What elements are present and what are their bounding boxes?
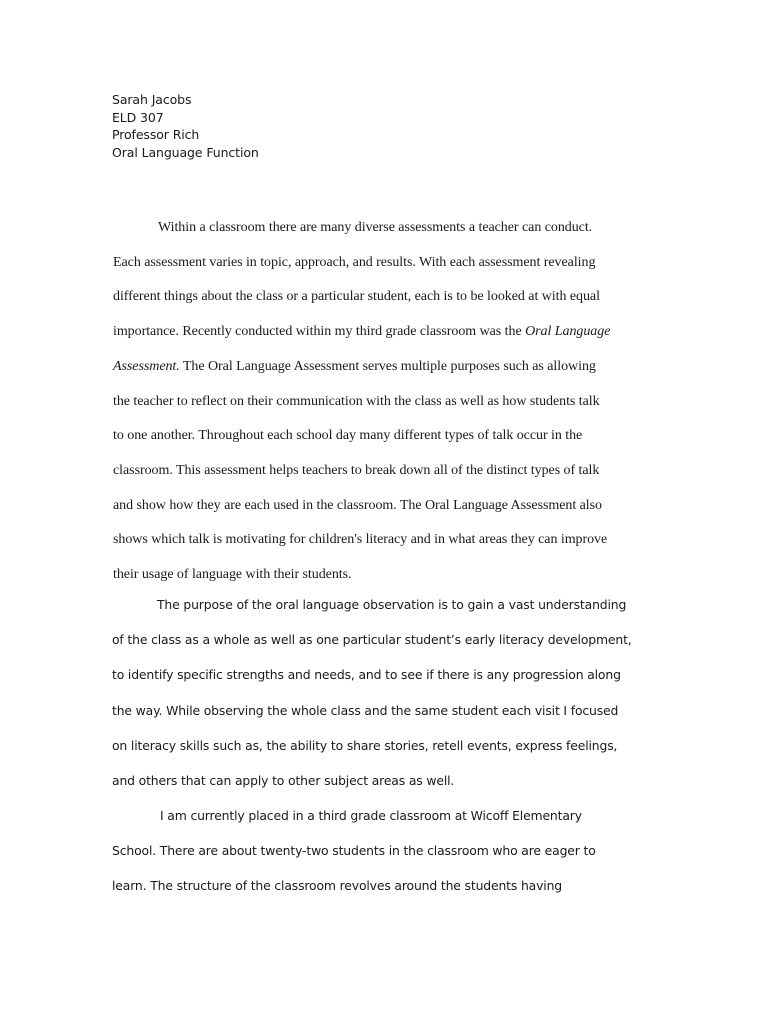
paragraph-1-line: and show how they are each used in the classroom. The Oral Language Assessment also bbox=[113, 497, 602, 513]
paragraph-2-line: of the class as a whole as well as one particular student’s early literacy development, bbox=[112, 632, 632, 648]
professor-name: Professor Rich bbox=[112, 127, 200, 142]
paragraph-1-line bbox=[113, 350, 653, 385]
paragraph-1-line: different things about the class or a particular student, each is to be looked at with equal bbox=[113, 289, 600, 305]
paragraph-3-line: learn. The structure of the classroom revolves around the students having bbox=[112, 878, 563, 894]
paragraph-2-line: on literacy skills such as, the ability to share stories, retell events, express feelings, bbox=[112, 737, 618, 753]
paragraph-1-line: classroom. This assessment helps teachers to break down all of the distinct types of talk bbox=[113, 462, 600, 478]
paragraph-1-text: The Oral Language Assessment serves multiple purposes such as allowing bbox=[179, 358, 596, 374]
paragraph-2-line: and others that can apply to other subject areas as well. bbox=[112, 773, 455, 789]
paragraph-2 bbox=[112, 587, 657, 798]
author-name: Sarah Jacobs bbox=[112, 92, 192, 107]
paragraph-1 bbox=[113, 211, 653, 593]
document-header bbox=[112, 91, 259, 161]
paragraph-1-line: shows which talk is motivating for children's literacy and in what areas they can improve bbox=[113, 532, 608, 548]
paragraph-1-line: to one another. Throughout each school day many different types of talk occur in the bbox=[113, 428, 583, 444]
paragraph-2-line: the way. While observing the whole class and the same student each visit I focused bbox=[112, 702, 619, 718]
paragraph-3-line: I am currently placed in a third grade classroom at Wicoff Elementary bbox=[160, 808, 582, 823]
paragraph-2-line: to identify specific strengths and needs, and to see if there is any progression along bbox=[112, 667, 621, 683]
paragraph-3 bbox=[112, 798, 657, 904]
paragraph-1-text: importance. Recently conducted within my third grade classroom was the bbox=[113, 324, 526, 340]
paragraph-3-line: School. There are about twenty-two students in the classroom who are eager to bbox=[112, 843, 596, 859]
paragraph-1-line: their usage of language with their students. bbox=[113, 567, 352, 583]
paragraph-1-line: Each assessment varies in topic, approach, and results. With each assessment revealing bbox=[113, 254, 596, 270]
paragraph-1-line: the teacher to reflect on their communication with the class as well as how students talk bbox=[113, 393, 600, 409]
paragraph-2-line: The purpose of the oral language observation is to gain a vast understanding bbox=[157, 597, 627, 612]
paragraph-1-line bbox=[113, 315, 653, 350]
paragraph-1-line: Within a classroom there are many diverse assessments a teacher can conduct. bbox=[158, 220, 593, 235]
paper-title: Oral Language Function bbox=[112, 144, 259, 160]
italic-assessment-title: Assessment. bbox=[113, 358, 180, 374]
course-code: ELD 307 bbox=[112, 109, 164, 125]
italic-assessment-title: Oral Language bbox=[525, 324, 611, 340]
